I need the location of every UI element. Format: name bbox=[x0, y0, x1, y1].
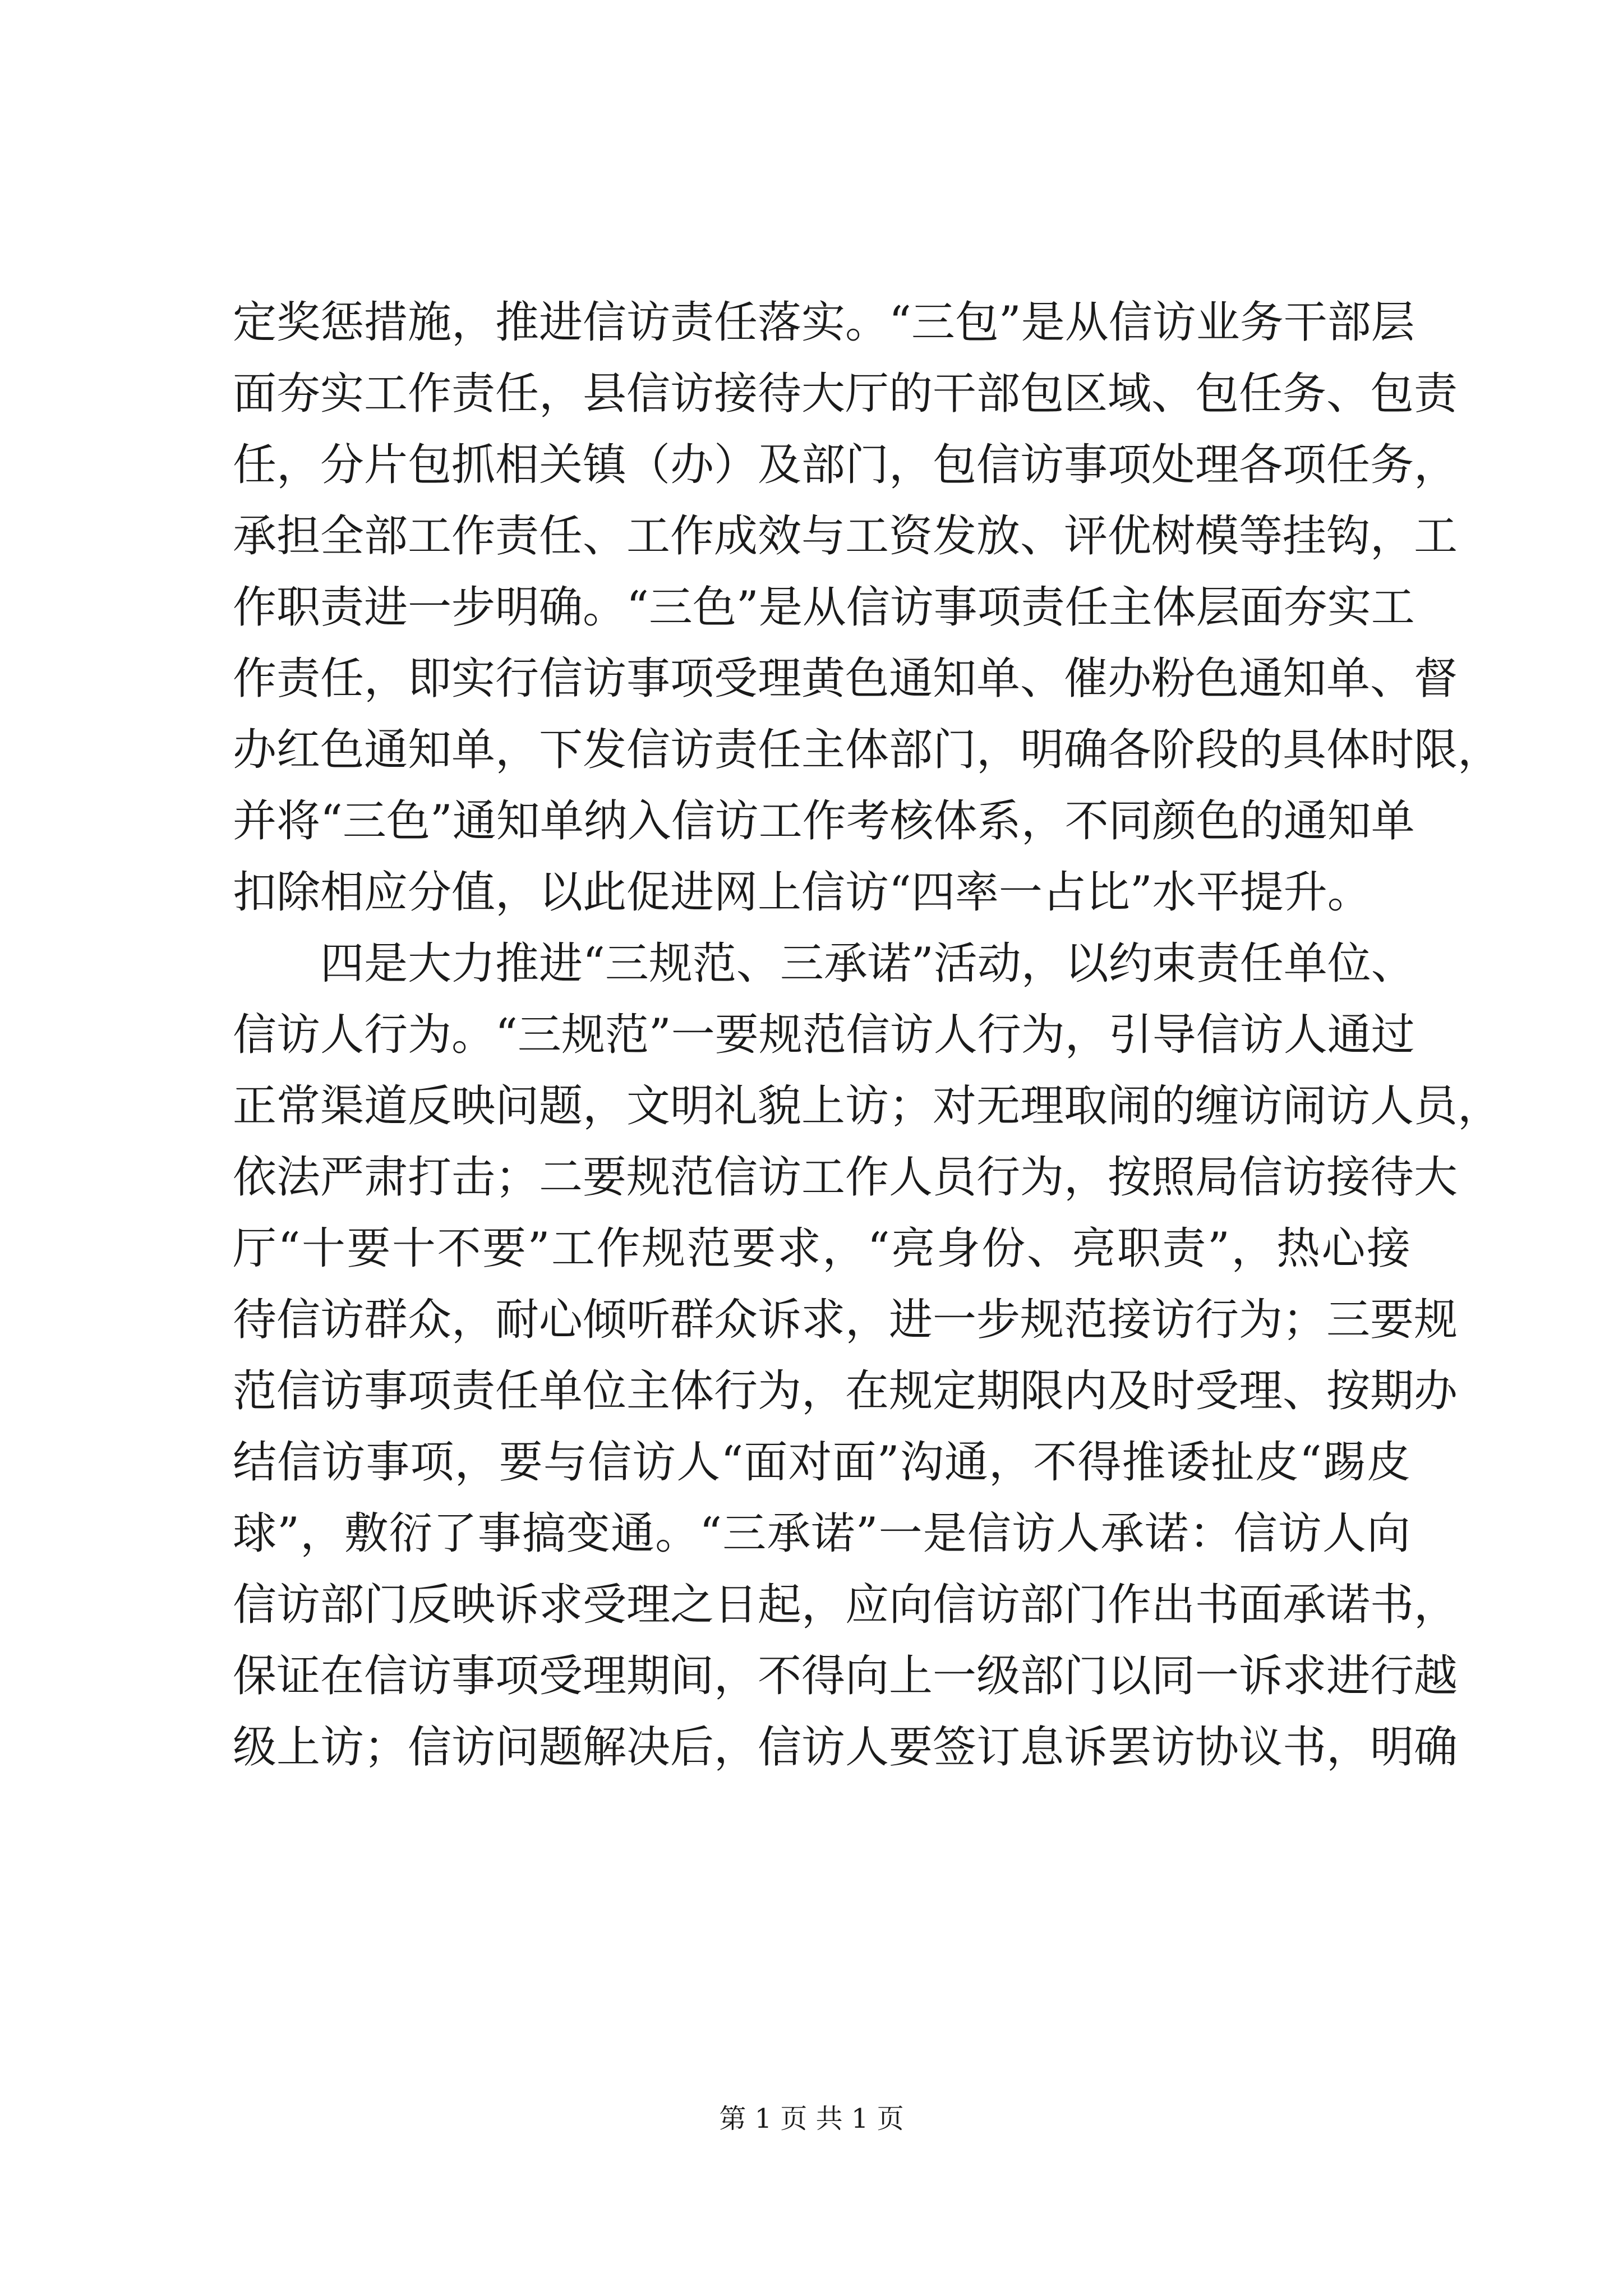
text-line-16: 范信访事项责任单位主体行为，在规定期限内及时受理、按期办 bbox=[233, 1366, 1458, 1416]
text-line-10: 四是大力推进“三规范、三承诺”活动，以约束责任单位、 bbox=[233, 938, 1415, 989]
text-line-15: 待信访群众，耐心倾听群众诉求，进一步规范接访行为；三要规 bbox=[233, 1295, 1458, 1345]
text-line-3: 任，分片包抓相关镇（办）及部门，包信访事项处理各项任务， bbox=[233, 440, 1458, 490]
text-line-6: 作责任，即实行信访事项受理黄色通知单、催办粉色通知单、督 bbox=[233, 654, 1458, 704]
text-line-13: 依法严肃打击；二要规范信访工作人员行为，按照局信访接待大 bbox=[233, 1152, 1458, 1203]
text-line-17: 结信访事项，要与信访人“面对面”沟通，不得推诿扯皮“踢皮 bbox=[233, 1437, 1410, 1488]
text-line-4: 承担全部工作责任、工作成效与工资发放、评优树模等挂钩，工 bbox=[233, 511, 1458, 562]
text-line-9: 扣除相应分值，以此促进网上信访“四率一占比”水平提升。 bbox=[233, 867, 1371, 918]
text-line-5: 作职责进一步明确。“三色”是从信访事项责任主体层面夯实工 bbox=[233, 582, 1415, 633]
text-line-14: 厅“十要十不要”工作规范要求，“亮身份、亮职责”，热心接 bbox=[233, 1223, 1410, 1274]
document-body bbox=[233, 287, 1502, 1783]
text-line-11: 信访人行为。“三规范”一要规范信访人行为，引导信访人通过 bbox=[233, 1010, 1415, 1060]
text-line-7: 办红色通知单，下发信访责任主体部门，明确各阶段的具体时限， bbox=[233, 725, 1502, 775]
text-line-1: 定奖惩措施，推进信访责任落实。“三包”是从信访业务干部层 bbox=[233, 297, 1415, 348]
text-line-2: 面夯实工作责任，县信访接待大厅的干部包区域、包任务、包责 bbox=[233, 369, 1458, 419]
text-line-18: 球”，敷衍了事搞变通。“三承诺”一是信访人承诺：信访人向 bbox=[233, 1508, 1410, 1559]
text-line-20: 保证在信访事项受理期间，不得向上一级部门以同一诉求进行越 bbox=[233, 1651, 1458, 1701]
text-line-21: 级上访；信访问题解决后，信访人要签订息诉罢访协议书，明确 bbox=[233, 1722, 1458, 1773]
text-line-8: 并将“三色”通知单纳入信访工作考核体系，不同颜色的通知单 bbox=[233, 796, 1415, 846]
text-line-19: 信访部门反映诉求受理之日起，应向信访部门作出书面承诺书， bbox=[233, 1580, 1458, 1630]
text-line-12: 正常渠道反映问题，文明礼貌上访；对无理取闹的缠访闹访人员， bbox=[233, 1081, 1502, 1131]
page-footer: 第 1 页 共 1 页 bbox=[719, 2103, 904, 2134]
